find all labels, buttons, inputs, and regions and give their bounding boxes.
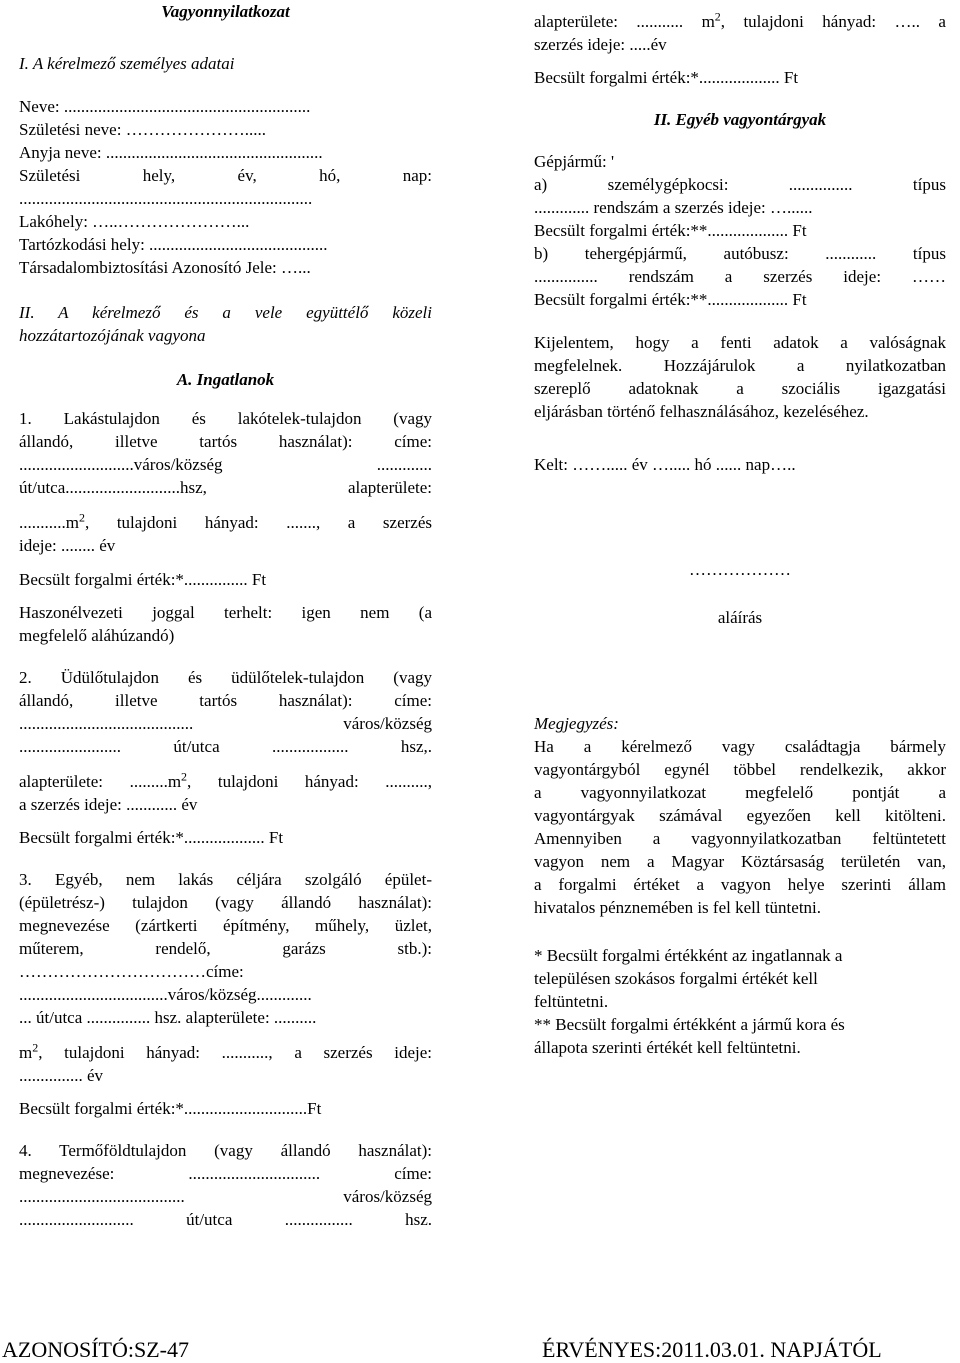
signature-dots: ……………… xyxy=(689,560,791,579)
note-line3: a vagyonnyilatkozat megfelelő pontját a xyxy=(534,783,946,802)
vehicle-car-value: Becsült forgalmi érték:**................... Ft xyxy=(534,221,807,240)
item3-line8: $m^2$, tulajdoni hányad: ..........., a szerzés ideje: xyxy=(19,1040,432,1062)
note-line5: Amennyiben a vagyonnyilatkozatban feltüntetett xyxy=(534,829,946,848)
item3-line9: ............... év xyxy=(19,1066,104,1085)
declaration-line4: eljárásban történő felhasználásához, kezeléséhez. xyxy=(534,402,869,421)
section-other-assets: II. Egyéb vagyontárgyak xyxy=(653,110,827,129)
item4-cont-line2: szerzés ideje: .....év xyxy=(534,35,667,54)
field-birth-place-date-value: ..................................................................... xyxy=(19,189,313,208)
item1-line1: 1. Lakástulajdon és lakótelek-tulajdon (vagy xyxy=(19,409,432,428)
document-title: Vagyonnyilatkozat xyxy=(161,2,290,21)
vehicle-truck-plate: ............... rendszám a szerzés ideje: …… xyxy=(534,267,946,286)
declaration-line2: megfelelnek. Hozzájárulok a nyilatkozatban xyxy=(534,356,946,375)
item3-line4: műterem, rendelő, garázs stb.): xyxy=(19,939,432,958)
item2-line2: állandó, illetve tartós használat): címe: xyxy=(19,691,432,710)
item3-line6: ...................................város/község............. xyxy=(19,985,312,1004)
item1-usufruct: Haszonélvezeti joggal terhelt: igen nem (a xyxy=(19,603,432,622)
item3-line1: 3. Egyéb, nem lakás céljára szolgáló épület- xyxy=(19,870,432,889)
field-taj: Társadalombiztosítási Azonosító Jele: …... xyxy=(19,258,311,277)
vehicle-car-type: a) személygépkocsi: ............... típus xyxy=(534,175,946,194)
item1-line4: út/utca...........................hsz, alapterülete: xyxy=(19,478,432,497)
vehicle-truck-value: Becsült forgalmi érték:**................... Ft xyxy=(534,290,807,309)
item2-line6: a szerzés ideje: ............ év xyxy=(19,795,198,814)
footer-id: AZONOSÍTÓ:SZ-47 xyxy=(2,1337,189,1362)
item2-line1: 2. Üdülőtulajdon és üdülőtelek-tulajdon (vagy xyxy=(19,668,432,687)
note-line6: vagyon nem a Magyar Köztársaság területén van, xyxy=(534,852,946,871)
item4-line1: 4. Termőföldtulajdon (vagy állandó használat): xyxy=(19,1141,432,1160)
field-birth-place-date: Születési hely, év, hó, nap: xyxy=(19,166,432,185)
footnote2-line1: ** Becsült forgalmi értékként a jármű kora és xyxy=(534,1015,845,1034)
footnote1-line2: településen szokásos forgalmi értékét kell xyxy=(534,969,818,988)
item2-line5: alapterülete: $.........m^2$, tulajdoni hányad: .........., xyxy=(19,769,432,791)
field-birth-name: Születési neve: …………………..... xyxy=(19,120,266,139)
item3-line5: ……………………………címe: xyxy=(19,962,244,981)
vehicle-truck-type: b) tehergépjármű, autóbusz: ............ típus xyxy=(534,244,946,263)
item1-line5: $...........m^2$, tulajdoni hányad: ......., a szerzés xyxy=(19,510,432,532)
section2-heading: II. A kérelmező és a vele együttélő közeli xyxy=(19,303,432,322)
note-line4: vagyontárgyak számával egyezően kell kitölteni. xyxy=(534,806,946,825)
note-line7: a forgalmi értéket a vagyon helye szerinti állam xyxy=(534,875,946,894)
footer-validity: ÉRVÉNYES:2011.03.01. NAPJÁTÓL xyxy=(542,1337,882,1362)
item1-line3: ...........................város/község ............. xyxy=(19,455,432,474)
subsection-real-estate: A. Ingatlanok xyxy=(176,370,275,389)
declaration-line1: Kijelentem, hogy a fenti adatok a valóságnak xyxy=(534,333,946,352)
item1-usufruct-cont: megfelelő aláhúzandó) xyxy=(19,626,175,645)
item2-line4: ........................ út/utca .................. hsz,. xyxy=(19,737,432,756)
vehicle-car-plate: ............. rendszám a szerzés ideje: …...... xyxy=(534,198,813,217)
field-temp-residence: Tartózkodási hely: .......................................... xyxy=(19,235,328,254)
item3-line7: ... út/utca ............... hsz. alapterülete: .......... xyxy=(19,1008,317,1027)
field-name: Neve: .......................................................... xyxy=(19,97,311,116)
item4-value: Becsült forgalmi érték:*................... Ft xyxy=(534,68,799,87)
note-heading: Megjegyzés: xyxy=(534,714,619,733)
section1-heading: I. A kérelmező személyes adatai xyxy=(19,54,235,73)
item1-line6: ideje: ........ év xyxy=(19,536,116,555)
item3-value: Becsült forgalmi érték:*.............................Ft xyxy=(19,1099,322,1118)
note-line2: vagyontárgyból egynél többel rendelkezik, akkor xyxy=(534,760,946,779)
declaration-line3: szereplő adatoknak a szociális igazgatási xyxy=(534,379,946,398)
footnote1-line3: feltüntetni. xyxy=(534,992,609,1011)
note-line1: Ha a kérelmező vagy családtagja bármely xyxy=(534,737,946,756)
item4-line2: megnevezése: ............................... címe: xyxy=(19,1164,432,1183)
item2-value: Becsült forgalmi érték:*................... Ft xyxy=(19,828,284,847)
item4-line3: ....................................... város/község xyxy=(19,1187,432,1206)
field-residence: Lakóhely: …..…………………... xyxy=(19,212,250,231)
note-line8: hivatalos pénznemében is fel kell tüntetni. xyxy=(534,898,822,917)
footnote2-line2: állapota szerinti értékét kell feltüntetni. xyxy=(534,1038,801,1057)
vehicle-title: Gépjármű: ' xyxy=(534,152,615,171)
item1-line2: állandó, illetve tartós használat): címe: xyxy=(19,432,432,451)
item2-line3: ......................................... város/község xyxy=(19,714,432,733)
date-line: Kelt: ……..... év …..... hó ...... nap….. xyxy=(534,455,796,474)
field-mother-name: Anyja neve: ................................................... xyxy=(19,143,323,162)
item1-value: Becsült forgalmi érték:*............... Ft xyxy=(19,570,267,589)
signature-label: aláírás xyxy=(717,608,763,627)
item4-line4: ........................... út/utca ................ hsz. xyxy=(19,1210,432,1229)
item3-line3: megnevezése (zártkerti építmény, műhely, üzlet, xyxy=(19,916,432,935)
item3-line2: (épületrész-) tulajdon (vagy állandó használat): xyxy=(19,893,432,912)
footnote1-line1: * Becsült forgalmi értékként az ingatlannak a xyxy=(534,946,843,965)
item4-cont-line1: alapterülete: ........... $m^2$, tulajdoni hányad: ….. a xyxy=(534,9,946,31)
section2-heading-cont: hozzátartozójának vagyona xyxy=(19,326,206,345)
